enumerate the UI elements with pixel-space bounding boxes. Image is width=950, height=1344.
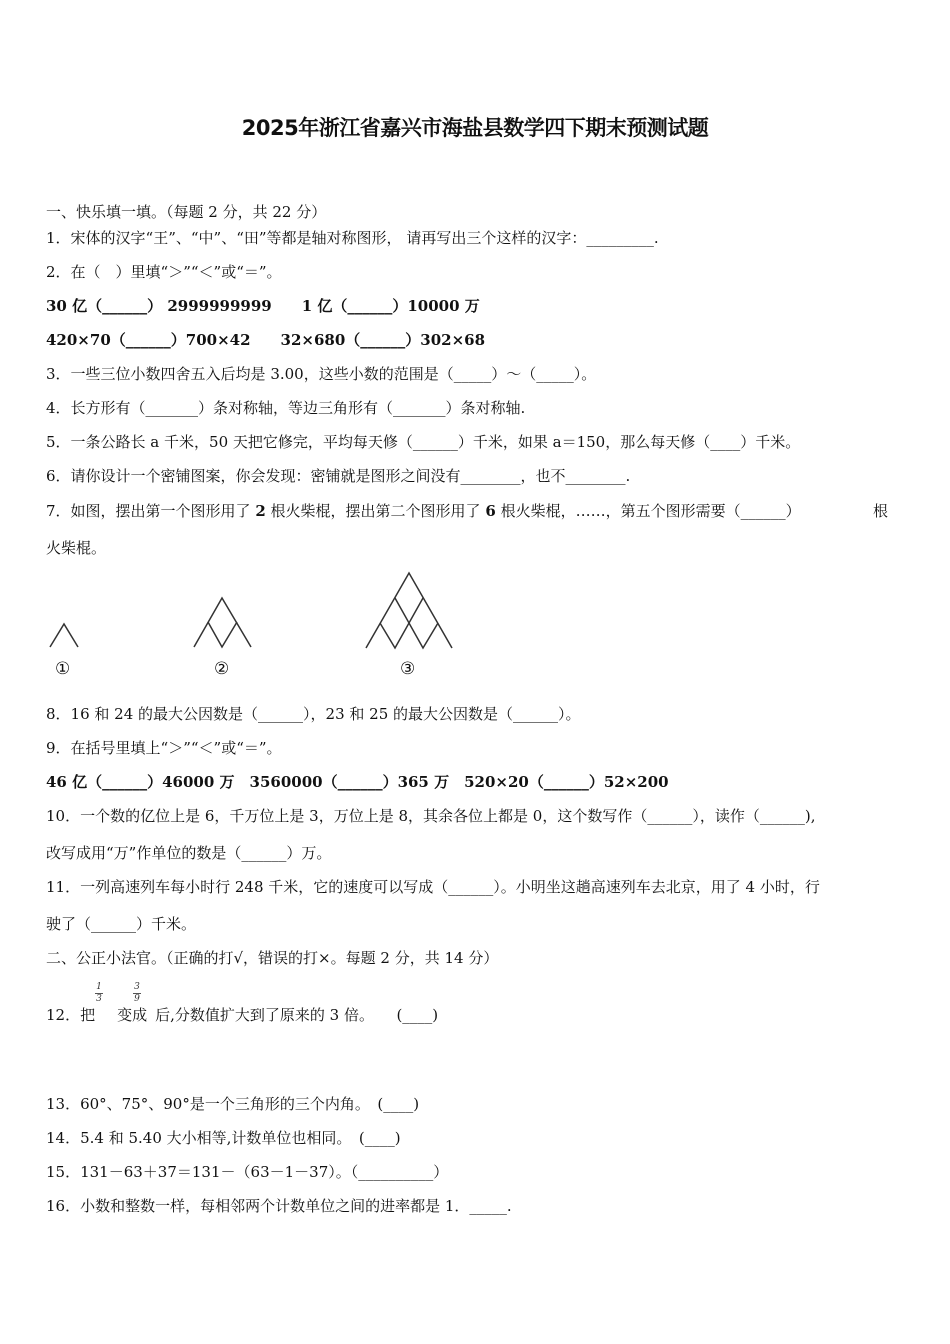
question-16: 16．小数和整数一样，每相邻两个计数单位之间的进率都是 1．_____. bbox=[46, 1197, 512, 1215]
fraction-three-ninths bbox=[132, 983, 142, 1004]
figure-1 bbox=[50, 624, 78, 647]
question-12-part-b: 变成 bbox=[117, 1006, 148, 1024]
question-2-row-1: 30 亿（______） 2999999999 1 亿（______）10000 万 bbox=[46, 297, 480, 315]
figure-label-3: ③ bbox=[400, 659, 416, 679]
question-8: 8．16 和 24 的最大公因数是（______），23 和 25 的最大公因数是（______）。 bbox=[46, 705, 581, 723]
question-9-row: 46 亿（______）46000 万 3560000（______）365 万 520×20（______）52×200 bbox=[46, 773, 669, 791]
question-2-row-2: 420×70（______）700×42 32×680（______）302×68 bbox=[46, 331, 486, 349]
figure-label-2: ② bbox=[214, 659, 230, 679]
question-7-text-b: 根 bbox=[872, 502, 888, 520]
question-12 bbox=[46, 1005, 438, 1025]
question-3: 3．一些三位小数四舍五入后均是 3.00，这些小数的范围是（_____）～（_____）。 bbox=[46, 365, 597, 383]
fraction-1-numerator: 1 bbox=[96, 982, 102, 992]
question-2: 2．在（ ）里填“＞”“＜”或“＝”。 bbox=[46, 263, 282, 281]
figure-label-1: ① bbox=[55, 659, 71, 679]
question-11-continuation: 驶了（______）千米。 bbox=[46, 915, 197, 933]
matchstick-figures bbox=[0, 560, 950, 660]
question-7-continuation: 火柴棍。 bbox=[46, 539, 107, 557]
question-11: 11．一列高速列车每小时行 248 千米，它的速度可以写成（______）。小明坐这趟高速列车去北京，用了 4 小时，行 bbox=[46, 878, 820, 896]
question-9: 9．在括号里填上“＞”“＜”或“＝”。 bbox=[46, 739, 282, 757]
question-10: 10．一个数的亿位上是 6，千万位上是 3，万位上是 8，其余各位上都是 0，这个数写作（______），读作（______), bbox=[46, 807, 816, 825]
page-title: 2025年浙江省嘉兴市海盐县数学四下期末预测试题 bbox=[241, 116, 709, 140]
question-1: 1．宋体的汉字“王”、“中”、“田”等都是轴对称图形， 请再写出三个这样的汉字：_________. bbox=[46, 229, 659, 247]
section-heading-2: 二、公正小法官。（正确的打√，错误的打×。每题 2 分，共 14 分） bbox=[46, 949, 499, 967]
question-7-text-a: 7．如图，摆出第一个图形用了 2 根火柴棍，摆出第二个图形用了 6 根火柴棍，……，第五个图形需要（______） bbox=[46, 502, 801, 520]
figure-2 bbox=[194, 598, 251, 647]
question-5: 5．一条公路长 a 千米，50 天把它修完，平均每天修（______）千米，如果 a＝150，那么每天修（____）千米。 bbox=[46, 433, 801, 451]
question-12-part-a: 12．把 bbox=[46, 1006, 96, 1024]
fraction-2-numerator: 3 bbox=[134, 982, 140, 992]
question-12-part-c: 后,分数值扩大到了原来的 3 倍。 (____) bbox=[155, 1006, 439, 1024]
fraction-2-denominator: 9 bbox=[134, 994, 140, 1004]
fraction-1-denominator: 3 bbox=[96, 994, 102, 1004]
section-heading-1: 一、快乐填一填。（每题 2 分，共 22 分） bbox=[46, 203, 327, 221]
question-4: 4．长方形有（_______）条对称轴，等边三角形有（_______）条对称轴. bbox=[46, 399, 526, 417]
fraction-one-third bbox=[94, 983, 104, 1004]
question-14: 14．5.4 和 5.40 大小相等,计数单位也相同。 (____) bbox=[46, 1129, 401, 1147]
question-6: 6．请你设计一个密铺图案，你会发现：密铺就是图形之间没有________，也不________. bbox=[46, 467, 631, 485]
question-15: 15．131－63＋37＝131－（63－1－37）。（__________） bbox=[46, 1163, 449, 1181]
question-7 bbox=[46, 501, 896, 521]
figure-3 bbox=[366, 573, 452, 648]
question-13: 13．60°、75°、90°是一个三角形的三个内角。 (____) bbox=[46, 1095, 420, 1113]
question-10-continuation: 改写成用“万”作单位的数是（______）万。 bbox=[46, 844, 332, 862]
